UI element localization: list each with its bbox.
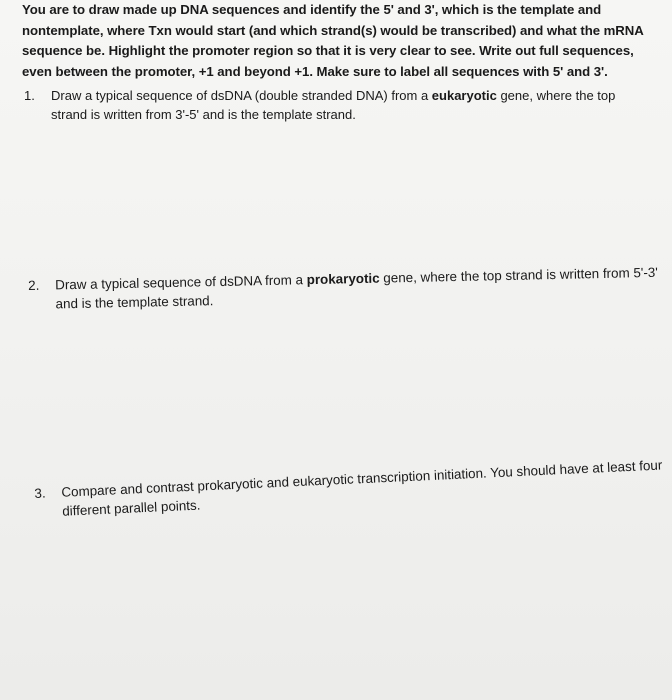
question-number: 2.	[28, 277, 40, 293]
question-number: 1.	[24, 88, 35, 103]
question-text: Compare and contrast prokaryotic and eukaryotic transcription initiation. You should have at least four different parallel points.	[61, 457, 663, 519]
prokaryotic-emphasis: prokaryotic	[306, 270, 380, 288]
eukaryotic-emphasis: eukaryotic	[431, 88, 497, 103]
instructions-paragraph: You are to draw made up DNA sequences and identify the 5' and 3', which is the template and nontemplate, where Txn would start (and which strand(s) would be transcribed) and what the mRNA sequence be. Highlight the promoter region so that it is very clear to see. Write out full sequences, even between the promoter, +1 and beyond +1. Make sure to label all sequences with 5' and 3'.	[22, 2, 644, 79]
question-3	[34, 455, 669, 519]
question-number: 3.	[34, 485, 46, 501]
question-text: Draw a typical sequence of dsDNA from a prokaryotic gene, where the top strand is written from 5'-3' and is the template strand.	[55, 264, 658, 312]
question-2	[28, 263, 668, 312]
question-text: Draw a typical sequence of dsDNA (double stranded DNA) from a eukaryotic gene, where the top strand is written from 3'-5' and is the template strand.	[51, 88, 616, 122]
